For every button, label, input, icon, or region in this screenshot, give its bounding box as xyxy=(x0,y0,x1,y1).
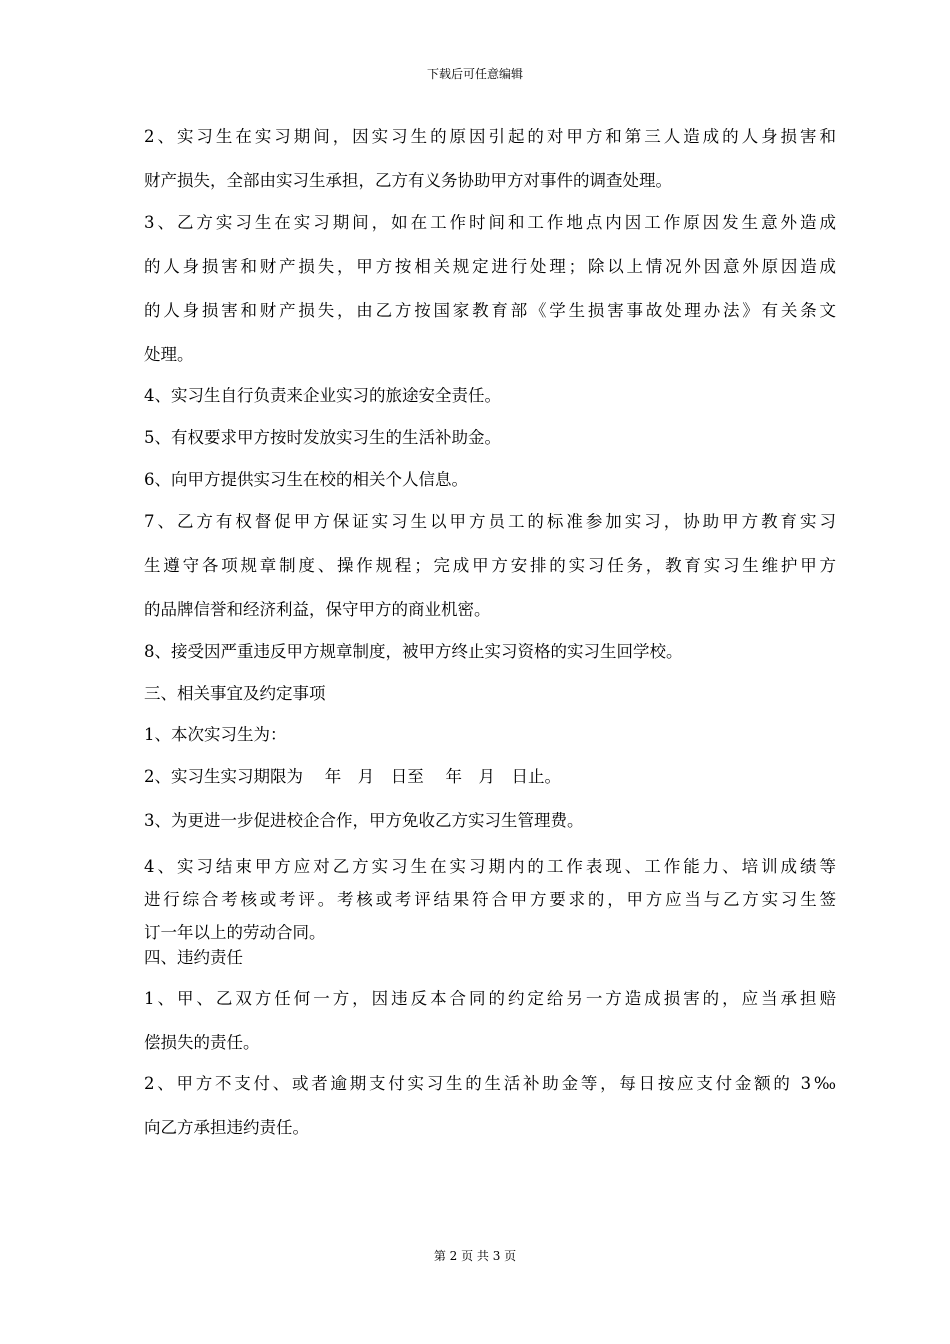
text-line: 进行综合考核或考评。考核或考评结果符合甲方要求的，甲方应当与乙方实习生签 xyxy=(144,890,836,909)
text-line: 偿损失的责任。 xyxy=(144,1033,260,1052)
text-line: 7、乙方有权督促甲方保证实习生以甲方员工的标准参加实习，协助甲方教育实习 xyxy=(144,512,836,531)
text-line: 生遵守各项规章制度、操作规程；完成甲方安排的实习任务，教育实习生维护甲方 xyxy=(144,556,836,575)
text-line: 6、向甲方提供实习生在校的相关个人信息。 xyxy=(144,470,468,489)
section-heading: 三、相关事宜及约定事项 xyxy=(144,684,326,703)
text-line: 4、实习生自行负责来企业实习的旅途安全责任。 xyxy=(144,386,501,405)
page-footer: 第 2 页 共 3 页 xyxy=(433,1249,517,1263)
text-line: 向乙方承担违约责任。 xyxy=(144,1118,309,1137)
text-line: 1、甲、乙双方任何一方，因违反本合同的约定给另一方造成损害的，应当承担赔 xyxy=(144,989,836,1008)
text-line: 2、实习生实习期限为 年 月 日至 年 月 日止。 xyxy=(144,767,561,786)
text-line: 的人身损害和财产损失，由乙方按国家教育部《学生损害事故处理办法》有关条文 xyxy=(144,301,836,320)
text-line: 2、实习生在实习期间，因实习生的原因引起的对甲方和第三人造成的人身损害和 xyxy=(144,127,836,146)
text-line: 的人身损害和财产损失，甲方按相关规定进行处理；除以上情况外因意外原因造成 xyxy=(144,257,836,276)
text-line: 财产损失，全部由实习生承担，乙方有义务协助甲方对事件的调查处理。 xyxy=(144,171,672,190)
text-line: 3、乙方实习生在实习期间，如在工作时间和工作地点内因工作原因发生意外造成 xyxy=(144,213,836,232)
text-line: 订一年以上的劳动合同。 xyxy=(144,923,326,942)
text-line: 2、甲方不支付、或者逾期支付实习生的生活补助金等，每日按应支付金额的 3‰ xyxy=(144,1074,836,1093)
text-line: 8、接受因严重违反甲方规章制度，被甲方终止实习资格的实习生回学校。 xyxy=(144,642,683,661)
text-line: 1、本次实习生为： xyxy=(144,725,287,744)
text-line: 3、为更进一步促进校企合作，甲方免收乙方实习生管理费。 xyxy=(144,811,584,830)
page-header: 下载后可任意编辑 xyxy=(426,67,523,81)
text-line: 5、有权要求甲方按时发放实习生的生活补助金。 xyxy=(144,428,501,447)
text-line: 的品牌信誉和经济利益，保守甲方的商业机密。 xyxy=(144,600,491,619)
text-line: 处理。 xyxy=(144,345,194,364)
section-heading: 四、违约责任 xyxy=(144,948,243,967)
text-line: 4、实习结束甲方应对乙方实习生在实习期内的工作表现、工作能力、培训成绩等 xyxy=(144,857,836,876)
